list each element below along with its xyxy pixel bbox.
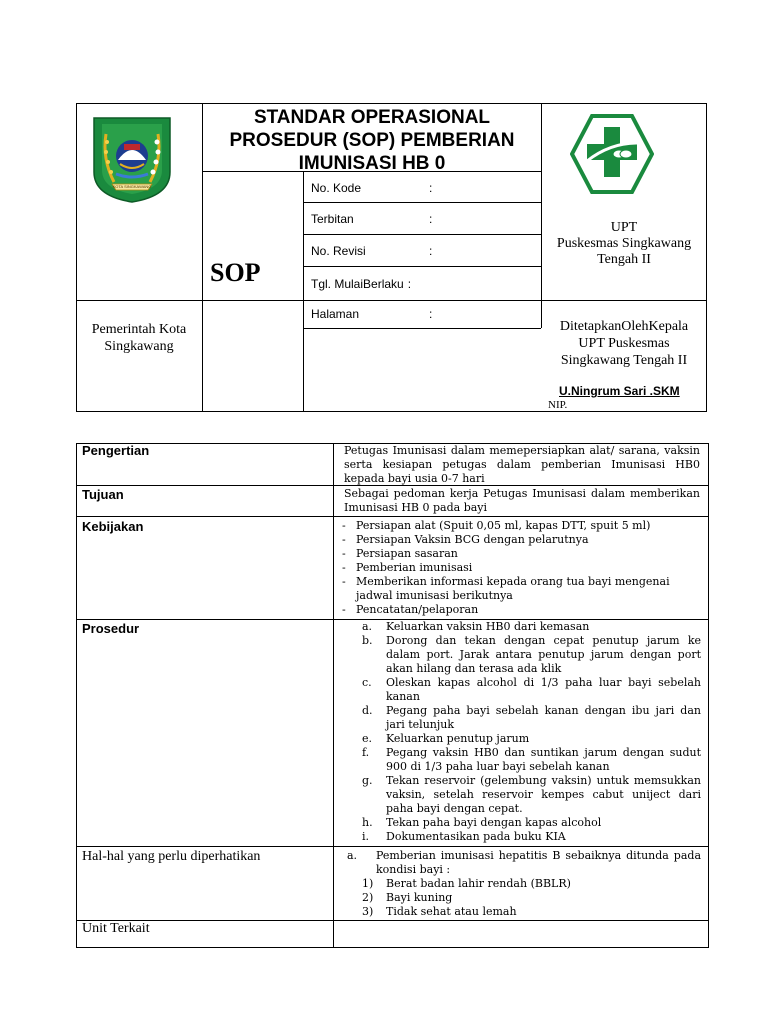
crest-ribbon-text: KOTA SINGKAWANG bbox=[112, 184, 152, 189]
list-item-text: Keluarkan penutup jarum bbox=[386, 732, 530, 745]
field-label: Terbitan bbox=[311, 212, 354, 226]
list-item bbox=[333, 877, 701, 891]
list-item bbox=[333, 816, 701, 830]
divider bbox=[76, 516, 709, 517]
list-marker: - bbox=[342, 533, 346, 546]
list-item-text: Persiapan alat (Spuit 0,05 ml, kapas DTT, spuit 5 ml) bbox=[356, 519, 651, 532]
hal-hal-intro bbox=[333, 849, 701, 877]
list-item bbox=[340, 519, 680, 533]
approval-line: UPT Puskesmas bbox=[578, 336, 670, 351]
list-marker: g. bbox=[362, 774, 373, 787]
right-org-line: Tengah II bbox=[597, 252, 651, 267]
list-marker: - bbox=[342, 603, 346, 616]
field-value: : bbox=[429, 181, 433, 195]
section-label-pengertian: Pengertian bbox=[82, 443, 150, 458]
section-label-unit-terkait: Unit Terkait bbox=[82, 921, 150, 936]
prosedur-list bbox=[333, 620, 701, 844]
section-label-tujuan: Tujuan bbox=[82, 487, 124, 502]
divider bbox=[76, 300, 707, 301]
list-item bbox=[340, 547, 680, 561]
kebijakan-list bbox=[340, 519, 680, 617]
list-item bbox=[333, 704, 701, 732]
approval-block bbox=[541, 318, 707, 369]
approval-line: DitetapkanOlehKepala bbox=[559, 319, 689, 334]
tujuan-text: Sebagai pedoman kerja Petugas Imunisasi dalam memberikan Imunisasi HB 0 pada bayi bbox=[344, 487, 700, 514]
list-marker: 2) bbox=[362, 891, 374, 904]
list-marker: d. bbox=[362, 704, 373, 717]
list-marker: i. bbox=[362, 830, 370, 843]
list-marker: a. bbox=[362, 620, 373, 633]
list-item bbox=[333, 830, 701, 844]
field-value: : bbox=[407, 277, 412, 291]
list-item-text: Keluarkan vaksin HB0 dari kemasan bbox=[386, 620, 590, 633]
list-item bbox=[333, 774, 701, 816]
sop-label: SOP bbox=[210, 258, 261, 287]
list-marker: 1) bbox=[362, 877, 374, 890]
puskesmas-cross-icon bbox=[570, 113, 654, 195]
document-title: STANDAR OPERASIONAL PROSEDUR (SOP) PEMBERIAN IMUNISASI HB 0 bbox=[229, 107, 515, 174]
list-item bbox=[333, 676, 701, 704]
list-item-text: Tekan paha bayi dengan kapas alcohol bbox=[386, 816, 602, 829]
field-halaman bbox=[311, 307, 439, 321]
section-label-kebijakan: Kebijakan bbox=[82, 519, 144, 534]
list-marker: c. bbox=[362, 676, 372, 689]
list-item-text: Dorong dan tekan dengan cepat penutup jarum ke dalam port. Jarak antara penutup jarum dengan port akan hilang dan terasa ada klik bbox=[386, 634, 701, 675]
divider bbox=[76, 846, 709, 847]
list-item-text: Pencatatan/pelaporan bbox=[356, 603, 479, 616]
field-value: : bbox=[429, 307, 433, 321]
list-marker: - bbox=[342, 561, 346, 574]
list-item-text: Tidak sehat atau lemah bbox=[386, 905, 517, 918]
list-item-text: Pegang vaksin HB0 dan suntikan jarum dengan sudut 900 di 1/3 paha luar bayi sebelah kanan bbox=[386, 746, 701, 773]
list-marker: - bbox=[342, 575, 346, 588]
section-label-prosedur: Prosedur bbox=[82, 621, 140, 636]
list-item bbox=[333, 620, 701, 634]
list-item bbox=[340, 603, 680, 617]
field-label: Tgl. MulaiBerlaku bbox=[311, 277, 404, 291]
divider bbox=[303, 202, 541, 203]
list-item-text: Dokumentasikan pada buku KIA bbox=[386, 830, 566, 843]
field-label: Halaman bbox=[311, 307, 360, 321]
field-no-revisi bbox=[311, 244, 439, 258]
list-item-text: Memberikan informasi kepada orang tua bayi mengenai jadwal imunisasi berikutnya bbox=[356, 575, 670, 602]
left-org-name: Pemerintah Kota Singkawang bbox=[91, 322, 187, 354]
divider bbox=[202, 103, 203, 412]
divider bbox=[303, 266, 541, 267]
right-org-line: UPT bbox=[610, 220, 638, 235]
puskesmas-logo bbox=[570, 113, 654, 195]
list-marker: a. bbox=[347, 849, 358, 862]
right-org-name bbox=[541, 220, 707, 268]
list-marker: h. bbox=[362, 816, 373, 829]
list-marker: 3) bbox=[362, 905, 374, 918]
list-item-text: Berat badan lahir rendah (BBLR) bbox=[386, 877, 571, 890]
hal-hal-intro-text: Pemberian imunisasi hepatitis B sebaiknya ditunda pada kondisi bayi : bbox=[376, 849, 701, 876]
list-item-text: Pemberian imunisasi bbox=[356, 561, 473, 574]
field-terbitan bbox=[311, 212, 439, 226]
divider bbox=[303, 328, 541, 329]
list-item-text: Tekan reservoir (gelembung vaksin) untuk memsukkan vaksin, setelah reservoir kempes cabut uniject dari paha bayi dengan cepat. bbox=[386, 774, 701, 815]
signatory-name: U.Ningrum Sari .SKM bbox=[559, 384, 680, 398]
field-value: : bbox=[429, 244, 433, 258]
divider bbox=[303, 171, 304, 412]
field-label: No. Revisi bbox=[311, 244, 366, 258]
list-item-text: Persiapan sasaran bbox=[356, 547, 458, 560]
pengertian-text: Petugas Imunisasi dalam memepersiapkan alat/ sarana, vaksin serta kesiapan petugas dalam pemberian Imunisasi HB0 kepada bayi usia 0-7 hari bbox=[344, 444, 700, 485]
list-item bbox=[333, 891, 701, 905]
section-label-hal-hal: Hal-hal yang perlu diperhatikan bbox=[82, 849, 261, 864]
divider bbox=[541, 103, 542, 328]
nip-label: NIP. bbox=[548, 399, 568, 411]
list-item bbox=[333, 905, 701, 919]
list-item bbox=[340, 561, 680, 575]
crest-icon bbox=[90, 114, 174, 204]
list-item-text: Bayi kuning bbox=[386, 891, 453, 904]
list-marker: - bbox=[342, 519, 346, 532]
field-tgl-mulai-berlaku bbox=[311, 277, 418, 291]
hal-hal-content bbox=[333, 849, 701, 919]
approval-line: Singkawang Tengah II bbox=[560, 353, 688, 368]
list-item bbox=[333, 746, 701, 774]
list-item bbox=[340, 575, 680, 603]
list-marker: - bbox=[342, 547, 346, 560]
city-crest-logo bbox=[90, 114, 174, 204]
list-marker: b. bbox=[362, 634, 373, 647]
divider bbox=[303, 234, 541, 235]
right-org-line: Puskesmas Singkawang bbox=[556, 236, 692, 251]
list-marker: e. bbox=[362, 732, 373, 745]
list-item-text: Oleskan kapas alcohol di 1/3 paha luar bayi sebelah kanan bbox=[386, 676, 701, 703]
field-no-kode bbox=[311, 181, 439, 195]
list-item bbox=[333, 732, 701, 746]
divider bbox=[76, 920, 709, 921]
list-item-text: Persiapan Vaksin BCG dengan pelarutnya bbox=[356, 533, 589, 546]
list-item bbox=[340, 533, 680, 547]
list-marker: f. bbox=[362, 746, 370, 759]
list-item bbox=[333, 634, 701, 676]
field-label: No. Kode bbox=[311, 181, 362, 195]
list-item-text: Pegang paha bayi sebelah kanan dengan ibu jari dan jari telunjuk bbox=[386, 704, 701, 731]
field-value: : bbox=[429, 212, 433, 226]
